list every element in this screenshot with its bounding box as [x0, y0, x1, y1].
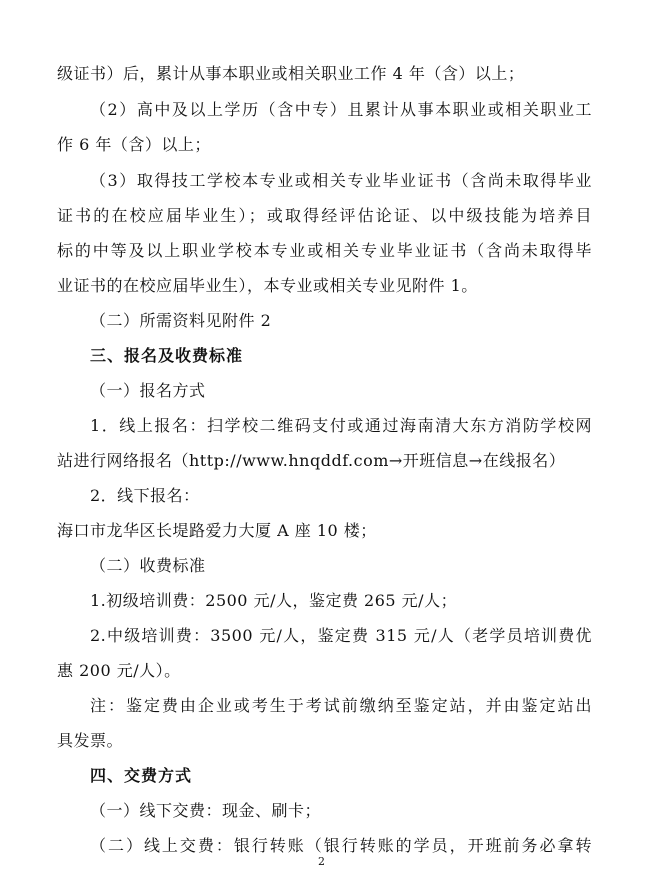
page-number: 2	[318, 855, 325, 868]
subheading-registration-method: （一）报名方式	[90, 381, 206, 400]
section-heading-registration: 三、报名及收费标准	[90, 346, 244, 365]
paragraph-line: 级证书）后，累计从事本职业或相关职业工作 4 年（含）以上；	[57, 64, 525, 83]
fee-line: 1.初级培训费：2500 元/人，鉴定费 265 元/人；	[90, 591, 458, 610]
paragraph-line: 证书的在校应届毕业生）；或取得经评估论证、以中级技能为培养目	[57, 206, 592, 225]
paragraph-line: 站进行网络报名（http://www.hnqddf.com→开班信息→在线报名）	[57, 451, 566, 470]
address-line: 海口市龙华区长堤路爱力大厦 A 座 10 楼；	[57, 521, 377, 540]
paragraph-line: （2）高中及以上学历（含中专）且累计从事本职业或相关职业工	[90, 100, 592, 119]
note-line: 具发票。	[57, 731, 124, 750]
paragraph-line: （一）线下交费：现金、刷卡；	[90, 801, 322, 820]
subheading-fee-standard: （二）收费标准	[90, 556, 206, 575]
paragraph-line: 2．线下报名：	[90, 486, 200, 505]
paragraph-line: （3）取得技工学校本专业或相关专业毕业证书（含尚未取得毕业	[90, 171, 592, 190]
note-line: 注：鉴定费由企业或考生于考试前缴纳至鉴定站，并由鉴定站出	[90, 696, 592, 715]
paragraph-line: （二）线上交费：银行转账（银行转账的学员，开班前务必拿转	[90, 836, 592, 855]
paragraph-line: 业证书的在校应届毕业生），本专业或相关专业见附件 1。	[57, 276, 478, 295]
paragraph-line: （二）所需资料见附件 2	[90, 311, 272, 330]
fee-line: 惠 200 元/人）。	[57, 661, 181, 680]
paragraph-line: 1．线上报名：扫学校二维码支付或通过海南清大东方消防学校网	[90, 416, 592, 435]
paragraph-line: 作 6 年（含）以上；	[57, 135, 211, 154]
section-heading-payment: 四、交费方式	[90, 766, 193, 785]
paragraph-line: 标的中等及以上职业学校本专业或相关专业毕业证书（含尚未取得毕	[57, 241, 592, 260]
fee-line: 2.中级培训费：3500 元/人，鉴定费 315 元/人（老学员培训费优	[90, 626, 592, 645]
